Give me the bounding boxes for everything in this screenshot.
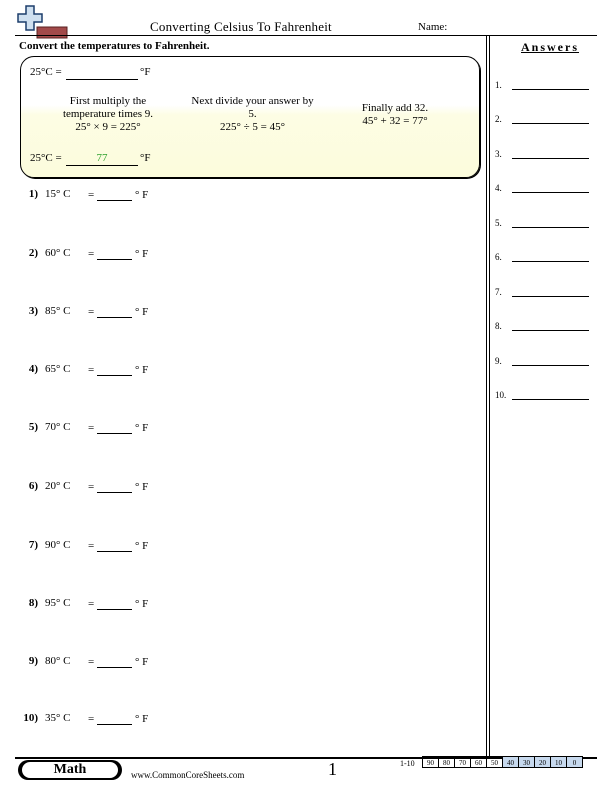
problem-number: 9) [28, 655, 38, 667]
problem-number: 10) [23, 712, 38, 724]
equals-sign: = [88, 189, 95, 201]
problem-row [20, 480, 480, 500]
answer-slot [495, 183, 595, 197]
example-line1-unit: °F [140, 66, 151, 78]
page-title: Converting Celsius To Fahrenheit [150, 19, 332, 34]
answer-blank[interactable] [97, 551, 132, 552]
score-cell: 40 [502, 756, 519, 768]
problem-number: 3) [28, 305, 38, 317]
problem-row [20, 363, 480, 383]
answer-number: 3. [495, 149, 502, 159]
fahrenheit-unit: ° F [135, 598, 149, 610]
problem-celsius: 70° C [45, 421, 71, 433]
problem-celsius: 95° C [45, 597, 71, 609]
problem-row [20, 305, 480, 325]
fahrenheit-unit: ° F [135, 713, 149, 725]
answer-line[interactable] [512, 192, 589, 193]
answer-number: 9. [495, 356, 502, 366]
score-cell: 90 [422, 756, 439, 768]
answer-blank[interactable] [97, 375, 132, 376]
plus-cross-icon [17, 5, 69, 39]
problem-number: 8) [28, 597, 38, 609]
answer-number: 7. [495, 287, 502, 297]
answer-line[interactable] [512, 399, 589, 400]
fahrenheit-unit: ° F [135, 656, 149, 668]
score-cell: 60 [470, 756, 487, 768]
problem-number: 4) [28, 363, 38, 375]
example-line1-label: 25°C = [30, 66, 62, 78]
problem-row [20, 712, 480, 732]
example-line2-label: 25°C = [30, 152, 62, 164]
answer-number: 1. [495, 80, 502, 90]
problem-celsius: 90° C [45, 539, 71, 551]
answer-slot [495, 218, 595, 232]
answer-blank[interactable] [97, 492, 132, 493]
answer-number: 10. [495, 390, 507, 400]
answer-number: 4. [495, 183, 502, 193]
problem-celsius: 15° C [45, 188, 71, 200]
problem-number: 7) [28, 539, 38, 551]
answer-blank[interactable] [97, 667, 132, 668]
equals-sign: = [88, 540, 95, 552]
equals-sign: = [88, 364, 95, 376]
example-step1 [48, 95, 168, 134]
answer-number: 8. [495, 321, 502, 331]
answer-blank[interactable] [97, 724, 132, 725]
answer-slot [495, 287, 595, 301]
answer-line[interactable] [512, 296, 589, 297]
example-step1-line: temperature times 9. [62, 108, 154, 120]
problem-number: 5) [28, 421, 38, 433]
example-step1-line: 25° × 9 = 225° [75, 121, 141, 133]
score-cell: 10 [550, 756, 567, 768]
answer-blank[interactable] [97, 259, 132, 260]
problem-row [20, 188, 480, 208]
problem-celsius: 65° C [45, 363, 71, 375]
site-url: www.CommonCoreSheets.com [131, 770, 245, 780]
example-step2-line: 5. [248, 108, 257, 120]
problem-row [20, 421, 480, 441]
equals-sign: = [88, 481, 95, 493]
score-cell: 80 [438, 756, 455, 768]
fahrenheit-unit: ° F [135, 189, 149, 201]
fahrenheit-unit: ° F [135, 248, 149, 260]
answer-line[interactable] [512, 227, 589, 228]
fahrenheit-unit: ° F [135, 306, 149, 318]
answer-blank[interactable] [97, 609, 132, 610]
problem-row [20, 539, 480, 559]
score-cell: 20 [534, 756, 551, 768]
answer-blank[interactable] [97, 317, 132, 318]
fahrenheit-unit: ° F [135, 364, 149, 376]
answer-blank[interactable] [97, 200, 132, 201]
example-step2-line: 225° ÷ 5 = 45° [219, 121, 286, 133]
answer-slot [495, 252, 595, 266]
example-step3 [340, 102, 450, 128]
problem-celsius: 85° C [45, 305, 71, 317]
answer-line[interactable] [512, 330, 589, 331]
equals-sign: = [88, 422, 95, 434]
column-divider [489, 36, 490, 757]
score-cell: 50 [486, 756, 503, 768]
problem-celsius: 60° C [45, 247, 71, 259]
equals-sign: = [88, 248, 95, 260]
example-answer: 77 [96, 152, 108, 164]
fahrenheit-unit: ° F [135, 422, 149, 434]
equals-sign: = [88, 713, 95, 725]
answer-number: 2. [495, 114, 502, 124]
answer-line[interactable] [512, 89, 589, 90]
problem-row [20, 247, 480, 267]
example-step3-line: 45° + 32 = 77° [362, 115, 428, 127]
answer-line[interactable] [512, 123, 589, 124]
score-table [423, 756, 583, 768]
example-step2 [180, 95, 325, 134]
problem-celsius: 20° C [45, 480, 71, 492]
subject-label: Math [22, 762, 118, 778]
problem-celsius: 80° C [45, 655, 71, 667]
example-line1-blank [66, 79, 138, 80]
problem-number: 1) [28, 188, 38, 200]
instructions: Convert the temperatures to Fahrenheit. [19, 40, 210, 52]
answer-slot [495, 390, 595, 404]
example-step3-line: Finally add 32. [361, 102, 429, 114]
answers-title: Answers [521, 40, 579, 54]
score-cell: 0 [566, 756, 583, 768]
answer-slot [495, 80, 595, 94]
fahrenheit-unit: ° F [135, 540, 149, 552]
column-divider [486, 36, 487, 757]
answer-line[interactable] [512, 365, 589, 366]
answer-blank[interactable] [97, 433, 132, 434]
answer-number: 5. [495, 218, 502, 228]
equals-sign: = [88, 598, 95, 610]
equals-sign: = [88, 306, 95, 318]
equals-sign: = [88, 656, 95, 668]
problem-celsius: 35° C [45, 712, 71, 724]
header-divider [15, 35, 597, 36]
problem-row [20, 597, 480, 617]
answer-line[interactable] [512, 158, 589, 159]
example-step2-line: Next divide your answer by [191, 95, 314, 107]
problem-number: 2) [28, 247, 38, 259]
answer-slot [495, 149, 595, 163]
problem-row [20, 655, 480, 675]
answer-slot [495, 114, 595, 128]
score-cell: 30 [518, 756, 535, 768]
example-line2-blank [66, 165, 138, 166]
answer-number: 6. [495, 252, 502, 262]
fahrenheit-unit: ° F [135, 481, 149, 493]
example-line2-unit: °F [140, 152, 151, 164]
answer-slot [495, 356, 595, 370]
score-range-label: 1-10 [400, 759, 415, 768]
page-number: 1 [328, 759, 337, 779]
problem-number: 6) [28, 480, 38, 492]
name-label: Name: [418, 21, 448, 33]
answer-line[interactable] [512, 261, 589, 262]
example-step1-line: First multiply the [69, 95, 147, 107]
answer-slot [495, 321, 595, 335]
score-cell: 70 [454, 756, 471, 768]
